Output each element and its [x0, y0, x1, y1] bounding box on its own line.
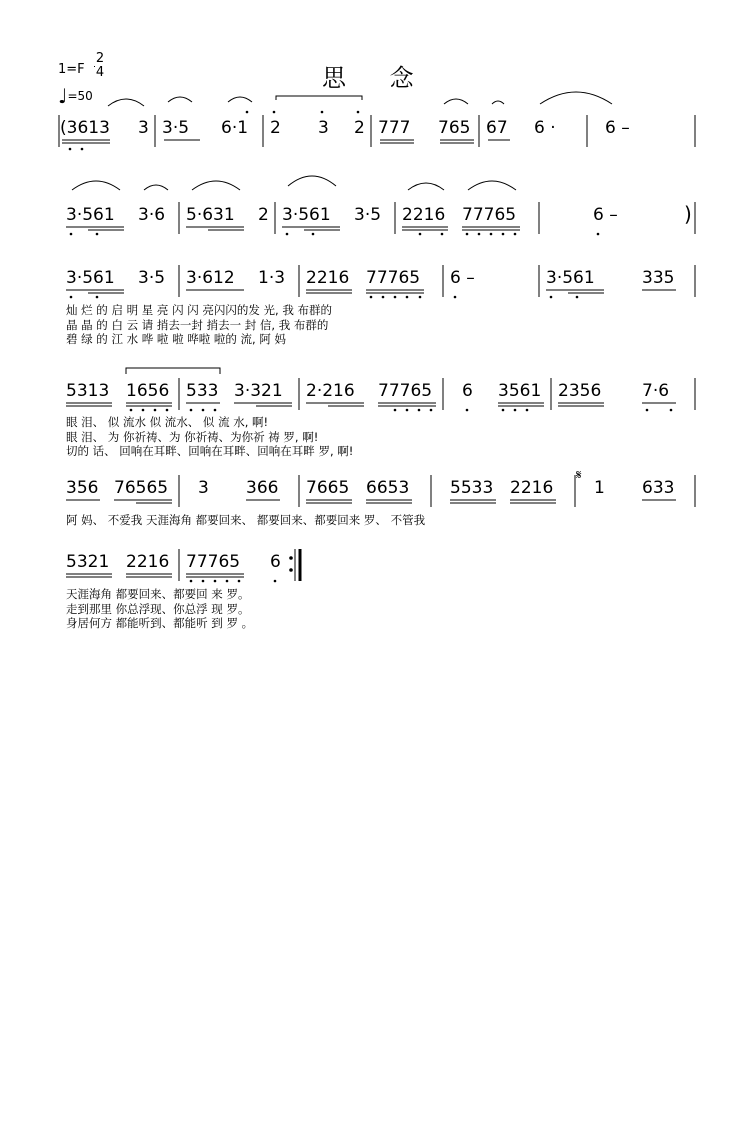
segno-icon: 𝄋 — [576, 468, 582, 483]
lyric-line: 阿 妈、 不爱我 天涯海角 都要回来、 都要回来、都要回来 罗、 不管我 — [66, 513, 426, 527]
note-group: 6·1 — [221, 118, 249, 138]
note-group: 77765 — [378, 381, 433, 401]
slur — [276, 96, 362, 100]
key-signature: 1=F — [58, 62, 85, 77]
slur — [144, 185, 168, 190]
note-group: 2216 — [510, 478, 554, 498]
note-group: 6 – — [450, 268, 475, 288]
note-group: 6 — [270, 552, 281, 572]
note-group: 765 — [438, 118, 471, 138]
note-group: 3561 — [498, 381, 542, 401]
note-group: 3·5 — [354, 205, 382, 225]
note-group: 5·631 — [186, 205, 235, 225]
note-group: 2·216 — [306, 381, 355, 401]
slur — [168, 97, 192, 102]
note-group: 6 — [462, 381, 473, 401]
note-group: 5321 — [66, 552, 110, 572]
lyric-line: 眼 泪、 为 你祈祷、为 你祈祷、为你祈 祷 罗, 啊! — [66, 430, 319, 444]
note-group: 3·612 — [186, 268, 235, 288]
song-title: 思 念 — [322, 64, 432, 92]
note-group: 366 — [246, 478, 279, 498]
slur — [126, 368, 220, 374]
tempo-value: =50 — [67, 89, 93, 103]
lyric-line: 天涯海角 都要回来、都要回 来 罗。 — [66, 587, 250, 601]
note-group: 5313 — [66, 381, 110, 401]
note-group: 3·561 — [66, 268, 115, 288]
note-group: 3 — [138, 118, 149, 138]
note-group: 3·321 — [234, 381, 283, 401]
note-group: 335 — [642, 268, 675, 288]
note-group: 5533 — [450, 478, 494, 498]
note-group: 633 — [642, 478, 675, 498]
lyric-line: 碧 绿 的 江 水 哗 啦 啦 哗啦 啦的 流, 阿 妈 — [66, 332, 287, 346]
note-group: 1 — [594, 478, 605, 498]
lyric-line: 走到那里 你总浮现、你总浮 现 罗。 — [66, 602, 250, 616]
note-group: 77765 — [366, 268, 421, 288]
quarter-note-icon: ♩ — [58, 84, 68, 108]
close-paren: ) — [684, 202, 692, 226]
slur — [468, 181, 516, 190]
note-group: (3613 — [60, 118, 110, 138]
note-group: 77765 — [186, 552, 241, 572]
note-group: 67 — [486, 118, 508, 138]
note-group: 777 — [378, 118, 411, 138]
time-signature-bottom: 4 — [95, 65, 105, 80]
slur — [492, 101, 504, 104]
lyric-line: 灿 烂 的 启 明 星 亮 闪 闪 亮闪闪的发 光, 我 布群的 — [66, 303, 333, 317]
slur — [108, 99, 144, 106]
note-group: 2216 — [126, 552, 170, 572]
note-group: 3 — [318, 118, 329, 138]
note-group: 7665 — [306, 478, 350, 498]
note-group: 6 – — [605, 118, 630, 138]
slur — [228, 97, 252, 102]
note-group: 3·561 — [282, 205, 331, 225]
note-group: 2 — [354, 118, 365, 138]
note-group: 533 — [186, 381, 219, 401]
time-signature-top: 2 — [95, 51, 105, 66]
slur — [408, 183, 444, 190]
slur — [540, 92, 612, 104]
note-group: 76565 — [114, 478, 169, 498]
note-group: 2216 — [402, 205, 446, 225]
slur — [72, 181, 120, 190]
note-group: 2356 — [558, 381, 602, 401]
note-group: 1656 — [126, 381, 170, 401]
slur — [444, 99, 468, 104]
note-group: 6653 — [366, 478, 410, 498]
lyric-line: 晶 晶 的 白 云 请 捎去一封 捎去一 封 信, 我 布群的 — [66, 318, 329, 332]
note-group: 3·5 — [162, 118, 190, 138]
lyric-line: 眼 泪、 似 流水 似 流水、 似 流 水, 啊! — [66, 415, 269, 429]
note-group: 3·5 — [138, 268, 166, 288]
slur — [288, 176, 336, 186]
slur — [192, 181, 240, 190]
note-group: 6 – — [593, 205, 618, 225]
note-group: 356 — [66, 478, 99, 498]
note-group: 7·6 — [642, 381, 670, 401]
lyric-line: 身居何方 都能听到、都能听 到 罗 。 — [66, 616, 254, 630]
note-group: 1·3 — [258, 268, 286, 288]
note-group: 3·561 — [546, 268, 595, 288]
lyric-line: 切的 话、 回响在耳畔、回响在耳畔、回响在耳畔 罗, 啊! — [66, 444, 354, 458]
note-group: 3·6 — [138, 205, 166, 225]
note-group: 2 — [258, 205, 269, 225]
note-group: 6 · — [534, 118, 556, 138]
note-group: 3·561 — [66, 205, 115, 225]
note-group: 2216 — [306, 268, 350, 288]
note-group: 77765 — [462, 205, 517, 225]
note-group: 3 — [198, 478, 209, 498]
note-group: 2 — [270, 118, 281, 138]
